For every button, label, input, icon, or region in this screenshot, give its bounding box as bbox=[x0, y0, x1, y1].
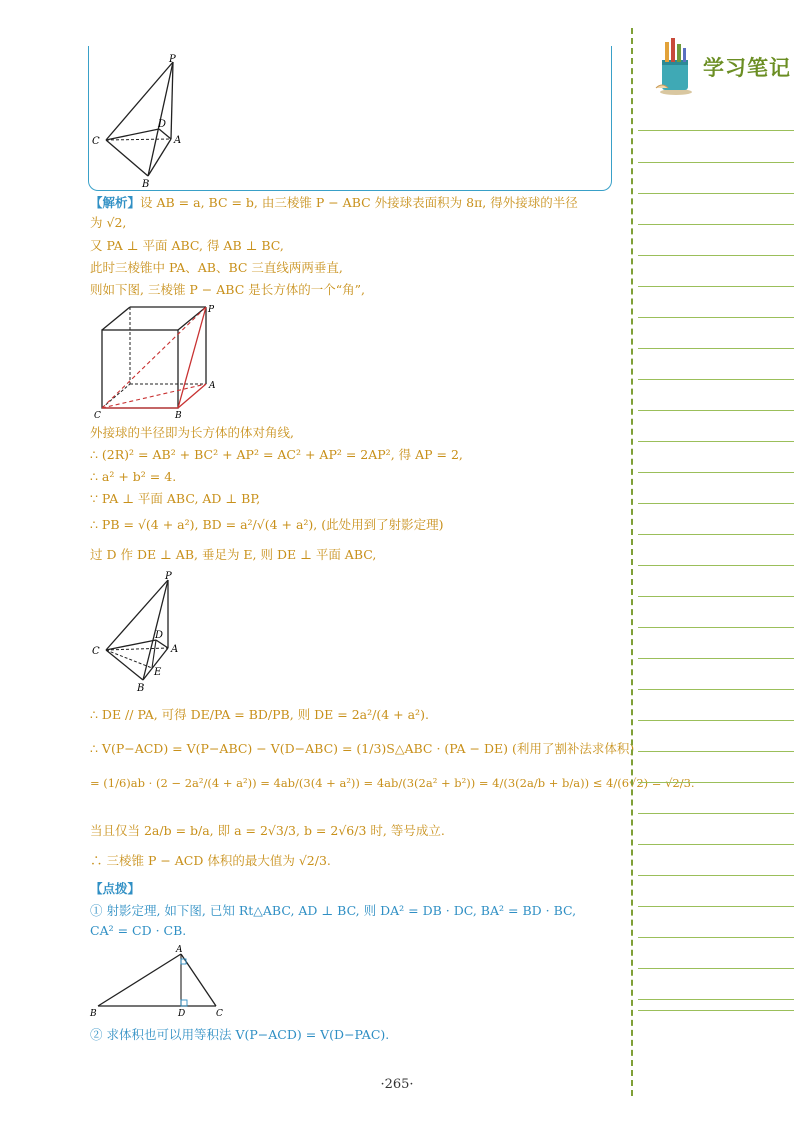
note-line bbox=[638, 534, 794, 535]
analysis-line-12: ∴ DE // PA, 可得 DE/PA = BD/PB, 则 DE = 2a²/(4 + a²). bbox=[90, 707, 429, 722]
note-line bbox=[638, 875, 794, 876]
note-line bbox=[638, 1010, 794, 1011]
label-A: A bbox=[176, 945, 183, 955]
right-triangle-figure bbox=[88, 944, 228, 1018]
note-line bbox=[638, 130, 794, 131]
analysis-line-6: 外接球的半径即为长方体的体对角线, bbox=[90, 425, 294, 440]
note-line bbox=[638, 782, 794, 783]
analysis-line-9: ∵ PA ⊥ 平面 ABC, AD ⊥ BP, bbox=[90, 491, 261, 506]
label-D: D bbox=[178, 1009, 186, 1018]
analysis-line-15: 当且仅当 2a/b = b/a, 即 a = 2√3/3, b = 2√6/3 时, 等号成立. bbox=[90, 823, 445, 838]
label-C: C bbox=[216, 1009, 223, 1018]
note-line bbox=[638, 658, 794, 659]
label-C: C bbox=[92, 646, 100, 657]
note-line bbox=[638, 968, 794, 969]
note-line bbox=[638, 751, 794, 752]
note-line bbox=[638, 999, 794, 1000]
sidebar-divider bbox=[631, 28, 633, 1096]
note-line bbox=[638, 937, 794, 938]
analysis-line-8: ∴ a² + b² = 4. bbox=[90, 469, 177, 484]
label-P: P bbox=[169, 54, 176, 65]
note-line bbox=[638, 286, 794, 287]
label-D: D bbox=[158, 119, 167, 130]
note-line bbox=[638, 906, 794, 907]
note-line bbox=[638, 503, 794, 504]
note-line bbox=[638, 317, 794, 318]
label-C: C bbox=[94, 411, 101, 420]
tip-line-1: ① 射影定理, 如下图, 已知 Rt△ABC, AD ⊥ BC, 则 DA² = DB · DC, BA² = BD · BC, bbox=[90, 903, 577, 918]
note-line bbox=[638, 596, 794, 597]
note-line bbox=[638, 565, 794, 566]
analysis-line-2: 为 √2, bbox=[90, 215, 127, 230]
analysis-line-10: ∴ PB = √(4 + a²), BD = a²/√(4 + a²), (此处用到了射影定理) bbox=[90, 517, 444, 532]
note-line bbox=[638, 472, 794, 473]
label-B: B bbox=[137, 683, 145, 694]
note-line bbox=[638, 348, 794, 349]
analysis-line-1: 【解析】设 AB = a, BC = b, 由三棱锥 P − ABC 外接球表面积为 8π, 得外接球的半径 bbox=[90, 195, 578, 210]
analysis-line-13: ∴ V(P−ACD) = V(P−ABC) − V(D−ABC) = (1/3)S△ABC · (PA − DE) (利用了割补法求体积) bbox=[90, 741, 635, 756]
analysis-tag: 【解析】 bbox=[90, 195, 141, 210]
note-line bbox=[638, 844, 794, 845]
label-A: A bbox=[209, 381, 216, 391]
note-line bbox=[638, 162, 794, 163]
analysis-line-5: 则如下图, 三棱锥 P − ABC 是长方体的一个“角”, bbox=[90, 282, 365, 297]
tetrahedron-figure-1 bbox=[88, 50, 198, 190]
note-line bbox=[638, 689, 794, 690]
note-line bbox=[638, 193, 794, 194]
cuboid-figure bbox=[88, 302, 223, 420]
label-A: A bbox=[174, 135, 182, 146]
note-line bbox=[638, 410, 794, 411]
note-line bbox=[638, 224, 794, 225]
analysis-line-4: 此时三棱锥中 PA、AB、BC 三直线两两垂直, bbox=[90, 260, 343, 275]
analysis-line-11: 过 D 作 DE ⊥ AB, 垂足为 E, 则 DE ⊥ 平面 ABC, bbox=[90, 547, 377, 562]
tip-line-2: CA² = CD · CB. bbox=[90, 923, 187, 938]
note-line bbox=[638, 627, 794, 628]
tip-line-3: ② 求体积也可以用等积法 V(P−ACD) = V(D−PAC). bbox=[90, 1027, 390, 1042]
label-P: P bbox=[208, 305, 215, 315]
tetrahedron-figure-2 bbox=[88, 570, 198, 694]
label-B: B bbox=[142, 179, 150, 190]
notes-title: 学习笔记 bbox=[703, 56, 791, 80]
label-E: E bbox=[154, 667, 162, 678]
tip-tag: 【点拨】 bbox=[90, 881, 141, 896]
note-line bbox=[638, 441, 794, 442]
note-line bbox=[638, 720, 794, 721]
note-line bbox=[638, 255, 794, 256]
note-line bbox=[638, 379, 794, 380]
label-D: D bbox=[155, 630, 164, 641]
pencil-cup-icon bbox=[652, 36, 700, 96]
label-A: A bbox=[171, 644, 179, 655]
note-line bbox=[638, 813, 794, 814]
label-C: C bbox=[92, 136, 100, 147]
page-number: ·265· bbox=[380, 1077, 414, 1092]
analysis-line-3: 又 PA ⊥ 平面 ABC, 得 AB ⊥ BC, bbox=[90, 238, 284, 253]
analysis-line-14: = (1/6)ab · (2 − 2a²/(4 + a²)) = 4ab/(3(4 + a²)) = 4ab/(3(2a² + b²)) = 4/(3(2a/b + b/a)) ≤ 4/(6√2) = √2/3. bbox=[90, 776, 695, 790]
analysis-line-7: ∴ (2R)² = AB² + BC² + AP² = AC² + AP² = 2AP², 得 AP = 2, bbox=[90, 447, 463, 462]
label-B: B bbox=[90, 1009, 97, 1018]
label-B: B bbox=[175, 411, 182, 420]
analysis-line-16: ∴ 三棱锥 P − ACD 体积的最大值为 √2/3. bbox=[90, 853, 331, 868]
label-P: P bbox=[165, 571, 172, 582]
